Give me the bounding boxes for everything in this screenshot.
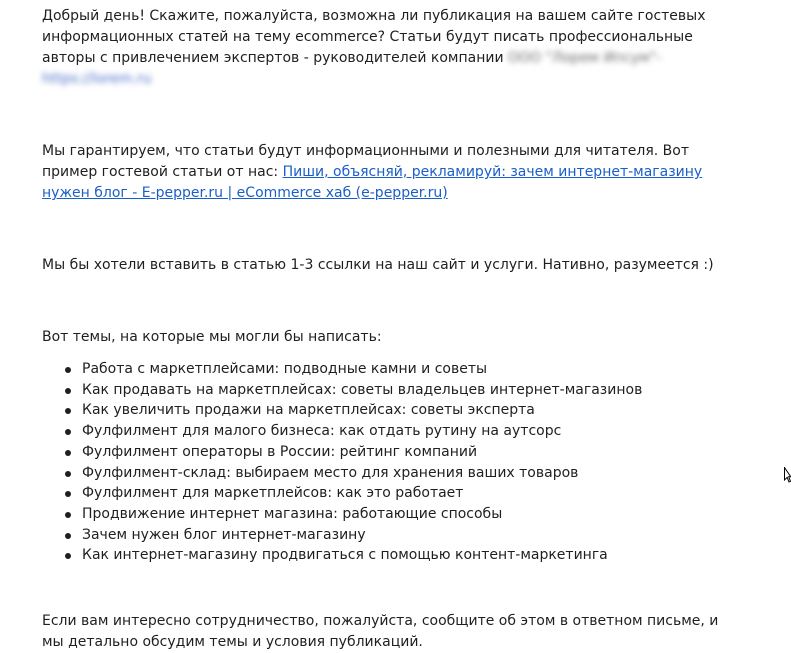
list-item: Продвижение интернет магазина: работающие способы [82, 504, 742, 525]
guarantee-text: Мы гарантируем, что статьи будут информационными и полезными для читателя. Вот пример гостевой статьи от нас: [42, 143, 689, 180]
blurred-company-link[interactable]: https://lorem.ru [42, 71, 152, 87]
links-paragraph: Мы бы хотели вставить в статью 1-3 ссылки на наш сайт и услуги. Нативно, разумеется :) [42, 257, 714, 273]
closing-paragraph: Если вам интересно сотрудничество, пожалуйста, сообщите об этом в ответном письме, и мы детально обсудим темы и условия публикаций. [42, 613, 719, 651]
list-item: Фулфилмент для маркетплейсов: как это работает [82, 483, 742, 504]
blurred-separator: - [656, 50, 662, 66]
spacer [42, 566, 742, 611]
spacer [42, 276, 742, 327]
email-body [42, 6, 742, 653]
topics-list [42, 359, 742, 566]
blurred-company-name: ООО "Лорем Ипсум" [508, 50, 657, 66]
greeting-paragraph [42, 6, 742, 90]
list-item: Фулфилмент для малого бизнеса: как отдать рутину на аутсорс [82, 421, 742, 442]
spacer [42, 204, 742, 255]
mouse-pointer-icon [784, 467, 791, 483]
example-article-link[interactable]: Пиши, объясняй, рекламируй: зачем интернет-магазину нужен блог - E-pepper.ru | eCommerce хаб (e-pepper.ru) [42, 164, 703, 201]
greeting-text: Добрый день! Скажите, пожалуйста, возможна ли публикация на вашем сайте гостевых информационных статей на тему ecommerce? Статьи будут писать профессиональные авторы с привлечением экспертов - руководителей компании [42, 8, 706, 66]
list-item: Как продавать на маркетплейсах: советы владельцев интернет-магазинов [82, 380, 742, 401]
list-item: Зачем нужен блог интернет-магазину [82, 525, 742, 546]
list-item: Как увеличить продажи на маркетплейсах: советы эксперта [82, 400, 742, 421]
list-item: Фулфилмент операторы в России: рейтинг компаний [82, 442, 742, 463]
list-item: Фулфилмент-склад: выбираем место для хранения ваших товаров [82, 463, 742, 484]
list-item: Как интернет-магазину продвигаться с помощью контент-маркетинга [82, 545, 742, 566]
list-item: Работа с маркетплейсами: подводные камни и советы [82, 359, 742, 380]
spacer [42, 90, 742, 141]
topics-intro: Вот темы, на которые мы могли бы написать: [42, 329, 382, 345]
guarantee-paragraph [42, 141, 742, 204]
